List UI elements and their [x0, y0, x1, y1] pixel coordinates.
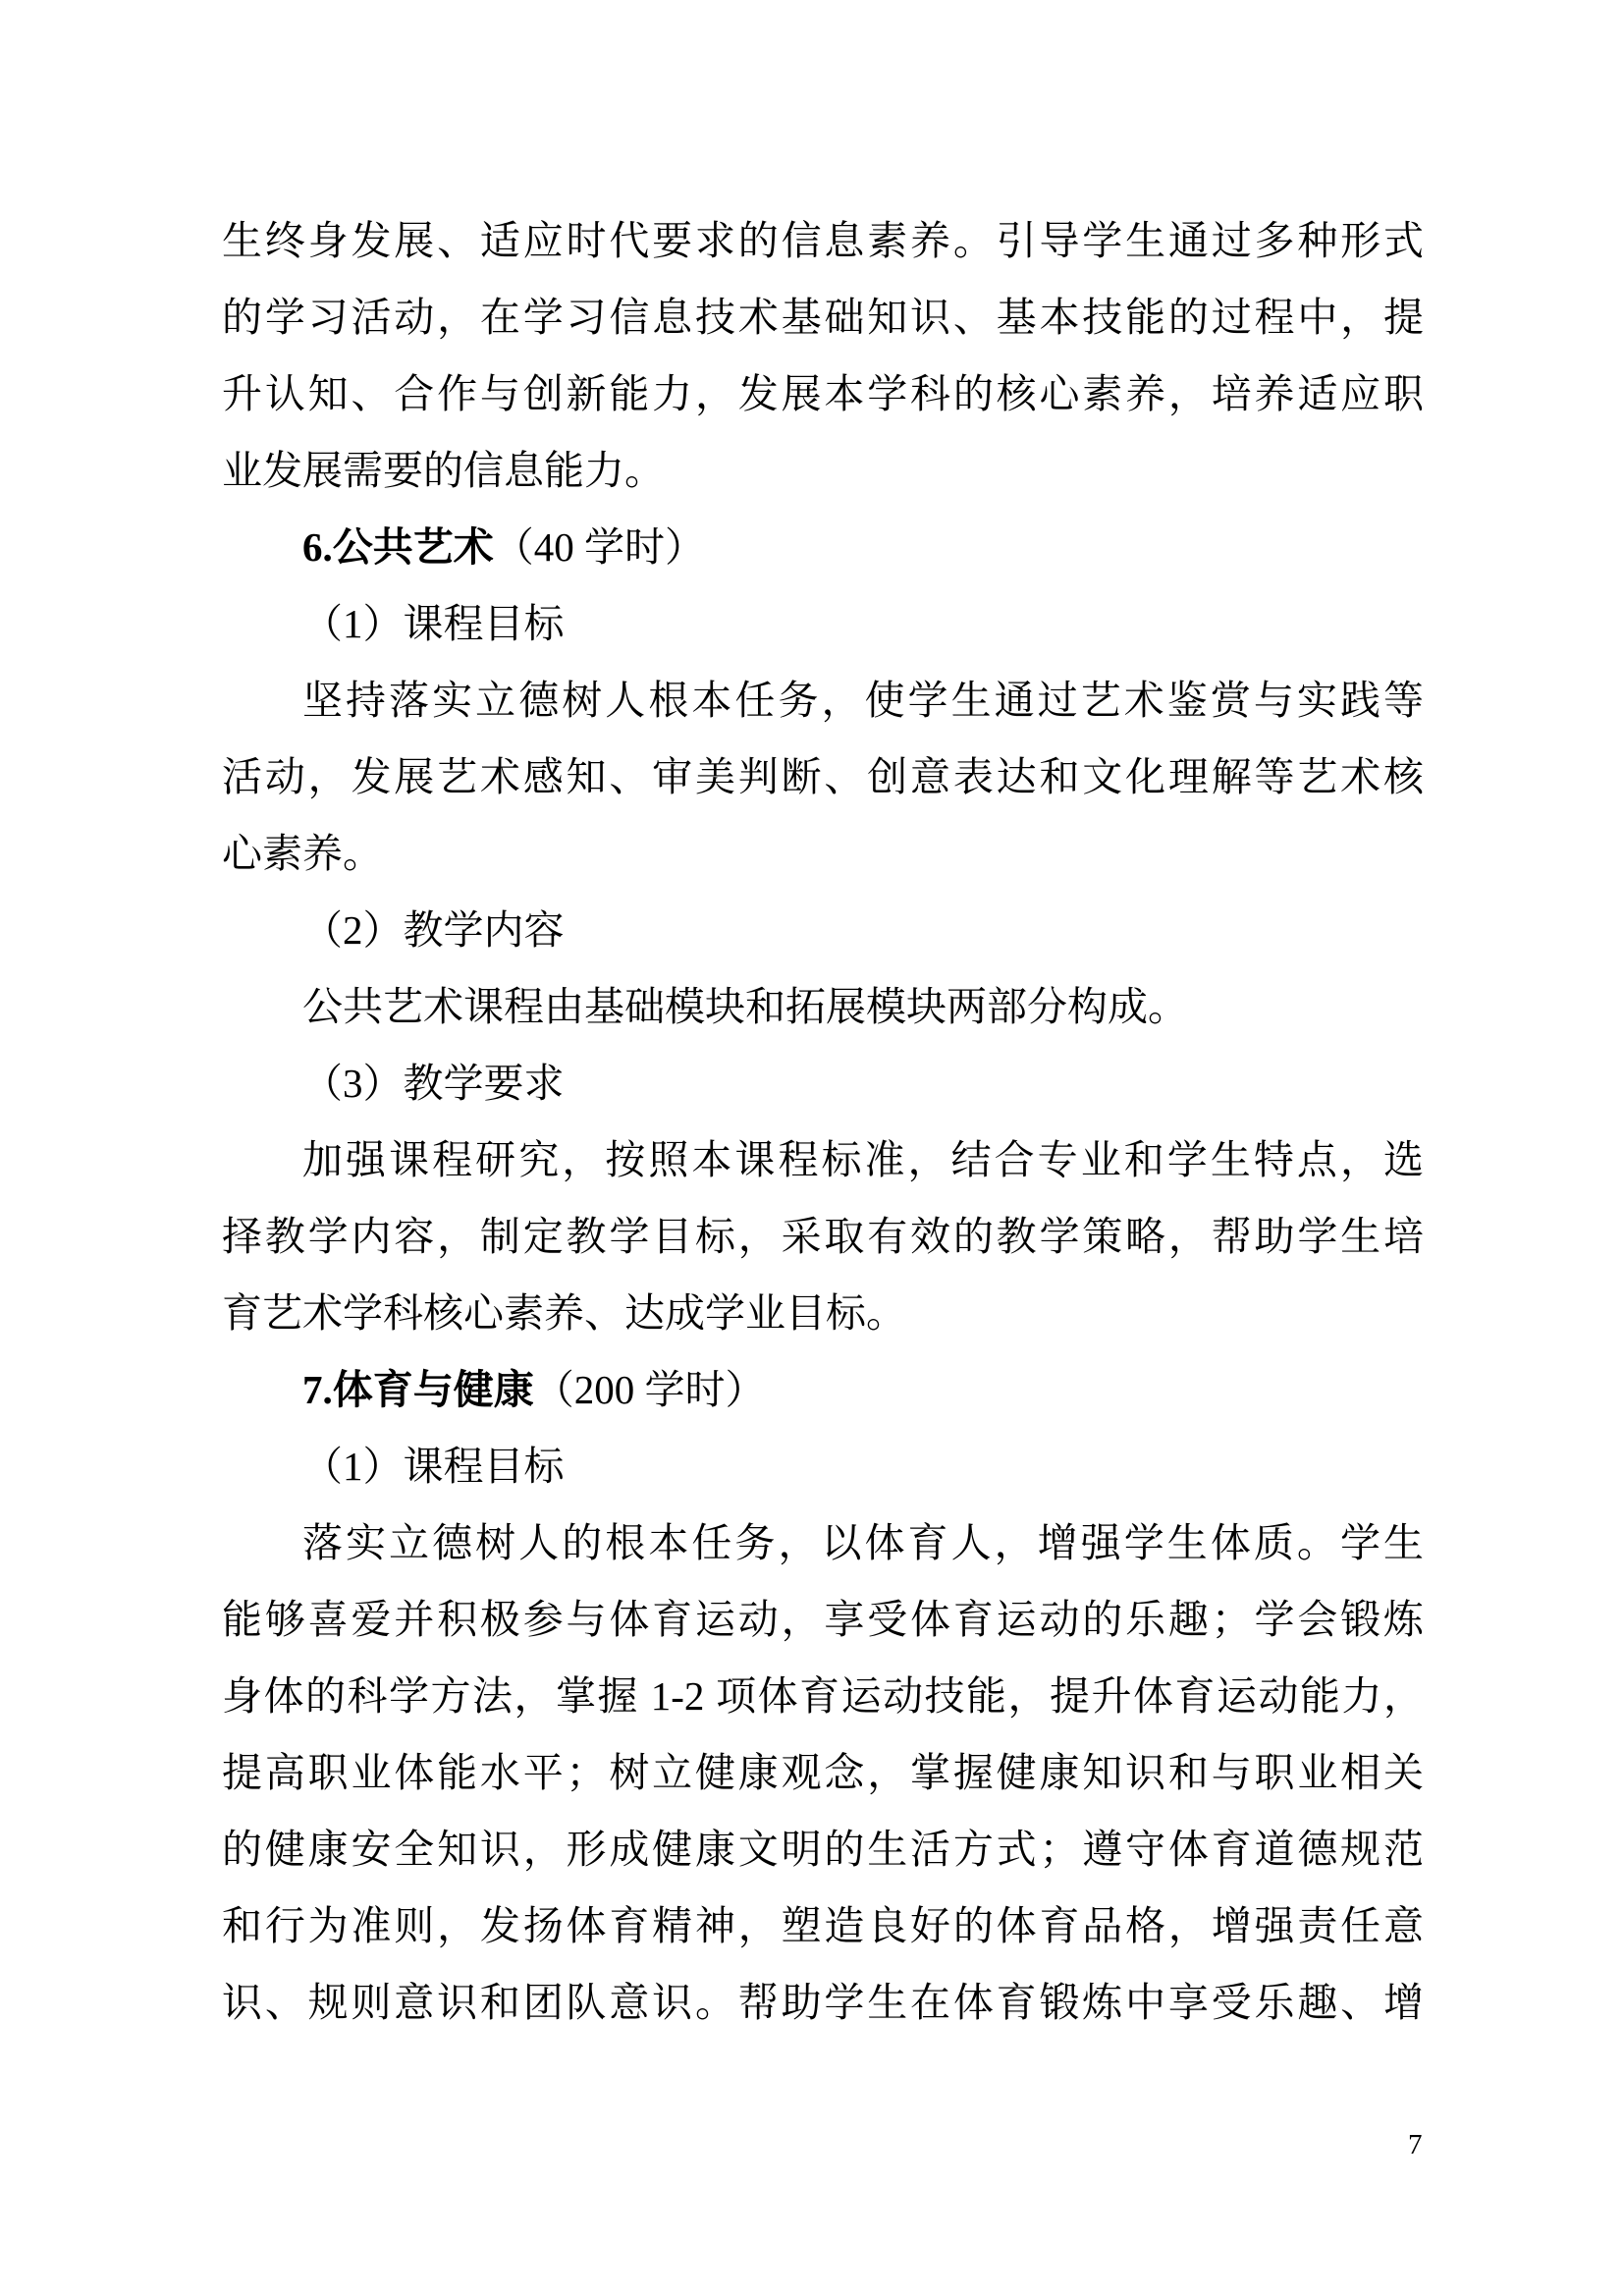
- subheading: （3）教学要求: [302, 1061, 565, 1106]
- subheading: （1）课程目标: [302, 1444, 565, 1489]
- heading-hours: （200 学时）: [533, 1367, 766, 1412]
- text-line: 身体的科学方法，掌握 1-2 项体育运动技能，提升体育运动能力，: [222, 1673, 1424, 1719]
- text-line: 升认知、合作与创新能力，发展本学科的核心素养，培养适应职: [222, 371, 1424, 416]
- text-line: 的健康安全知识，形成健康文明的生活方式；遵守体育道德规范: [222, 1827, 1424, 1872]
- subheading: （1）课程目标: [302, 601, 565, 646]
- text-line: 育艺术学科核心素养、达成学业目标。: [222, 1290, 906, 1336]
- text-line: 心素养。: [222, 831, 383, 876]
- text-line: 加强课程研究，按照本课程标准，结合专业和学生特点，选: [302, 1137, 1424, 1182]
- text-line: 业发展需要的信息能力。: [222, 448, 665, 493]
- text-line: 识、规则意识和团队意识。帮助学生在体育锻炼中享受乐趣、增: [222, 1980, 1424, 2025]
- heading-number-title: 6.公共艺术: [302, 524, 494, 570]
- page-content: [222, 202, 1424, 2041]
- text-line: 择教学内容，制定教学目标，采取有效的教学策略，帮助学生培: [222, 1214, 1424, 1259]
- text-line: 活动，发展艺术感知、审美判断、创意表达和文化理解等艺术核: [222, 754, 1424, 799]
- text-line: 的学习活动，在学习信息技术基础知识、基本技能的过程中，提: [222, 295, 1424, 340]
- heading-number-title: 7.体育与健康: [302, 1367, 534, 1412]
- subheading: （2）教学内容: [302, 907, 565, 953]
- section-heading: [222, 509, 1424, 585]
- text-line: 落实立德树人的根本任务，以体育人，增强学生体质。学生: [302, 1520, 1424, 1565]
- text-line: 生终身发展、适应时代要求的信息素养。引导学生通过多种形式: [222, 218, 1424, 263]
- heading-hours: （40 学时）: [493, 524, 705, 570]
- text-line: 公共艺术课程由基础模块和拓展模块两部分构成。: [302, 984, 1188, 1029]
- text-line: 坚持落实立德树人根本任务，使学生通过艺术鉴赏与实践等: [302, 678, 1424, 723]
- section-heading: [222, 1351, 1424, 1428]
- text-line: 提高职业体能水平；树立健康观念，掌握健康知识和与职业相关: [222, 1750, 1424, 1795]
- page-number: 7: [1408, 2129, 1423, 2160]
- text-line: 能够喜爱并积极参与体育运动，享受体育运动的乐趣；学会锻炼: [222, 1597, 1424, 1642]
- text-line: 和行为准则，发扬体育精神，塑造良好的体育品格，增强责任意: [222, 1903, 1424, 1948]
